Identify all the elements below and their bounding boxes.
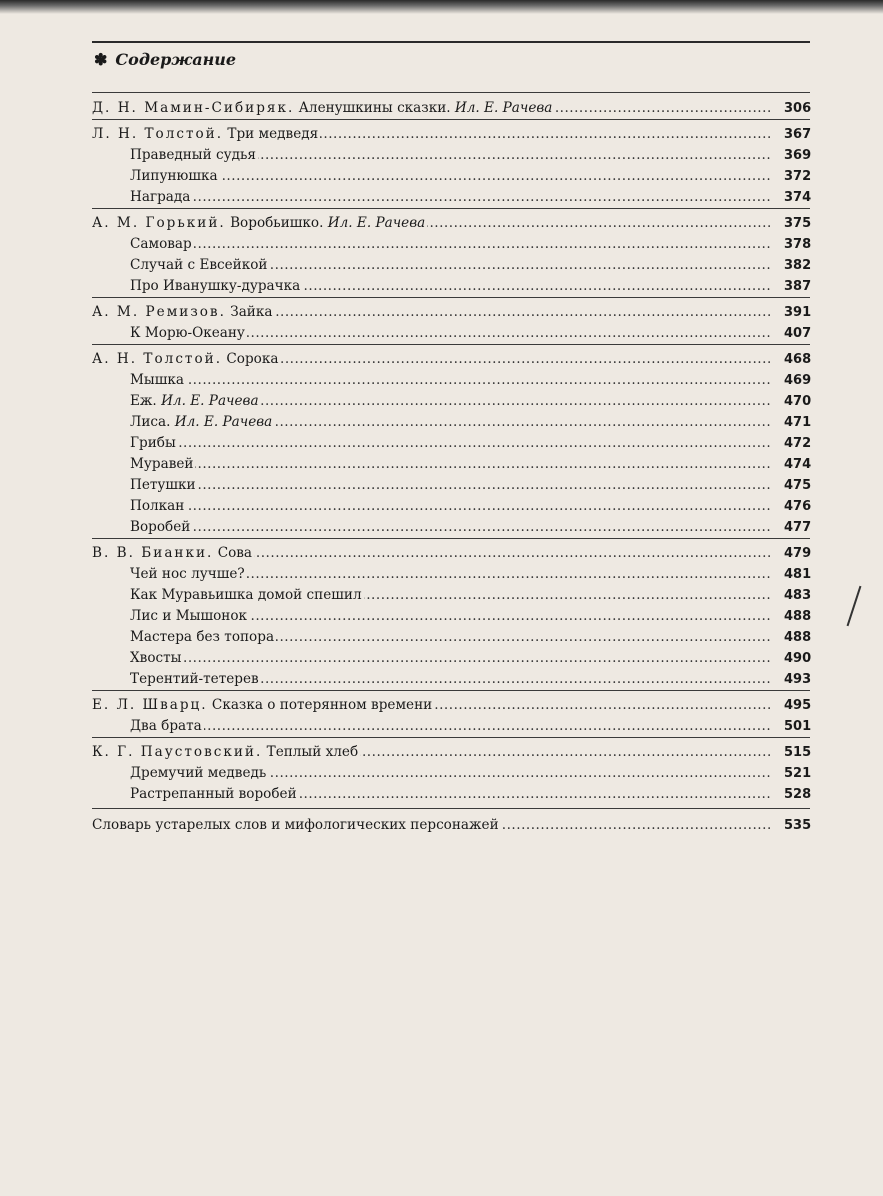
toc-entry-title <box>130 145 258 166</box>
toc-entry-title <box>130 255 269 276</box>
work-title: Награда <box>130 189 191 205</box>
dot-leader <box>130 234 770 255</box>
dot-leader <box>130 517 770 538</box>
dot-leader <box>130 648 770 669</box>
toc-entry-title <box>92 98 554 119</box>
toc-entry-title <box>130 412 274 433</box>
toc-entry-title <box>130 517 192 538</box>
toc-entry-title <box>130 716 204 737</box>
toc-entry[interactable] <box>0 145 883 166</box>
toc-entry[interactable] <box>0 302 883 323</box>
work-title: Лис и Мышонок <box>130 608 248 624</box>
header-rule <box>92 41 810 43</box>
toc-entry[interactable] <box>0 585 883 606</box>
toc-entry-title <box>92 349 280 370</box>
toc-entry-title <box>130 564 247 585</box>
dot-leader <box>130 166 770 187</box>
toc-entry[interactable] <box>0 669 883 690</box>
author-name: А. Н. Толстой. <box>92 351 223 367</box>
toc-entry[interactable] <box>0 543 883 564</box>
page-number: 488 <box>784 609 812 624</box>
page-number: 515 <box>784 745 812 760</box>
page-number: 378 <box>784 237 812 252</box>
work-title: Мышка <box>130 372 184 388</box>
toc-entry-title <box>130 784 299 805</box>
work-title: Воробей <box>130 519 191 535</box>
section-divider <box>92 538 810 539</box>
work-title: Липунюшка <box>130 168 218 184</box>
page-number: 474 <box>784 457 812 472</box>
toc-entry[interactable] <box>0 496 883 517</box>
work-title: Муравей <box>130 456 194 472</box>
dot-leader <box>130 496 770 517</box>
toc-entry[interactable] <box>0 166 883 187</box>
work-title: Дремучий медведь <box>130 765 267 781</box>
work-title: Зайка <box>230 304 273 320</box>
work-title: Полкан <box>130 498 185 514</box>
toc-entry-title <box>130 370 186 391</box>
toc-entry[interactable] <box>0 391 883 412</box>
toc-entry-title <box>130 669 261 690</box>
page-number: 468 <box>784 352 812 367</box>
toc-entry-title <box>92 302 274 323</box>
toc-entry-title <box>130 166 220 187</box>
dot-leader <box>130 187 770 208</box>
toc-entry[interactable] <box>0 276 883 297</box>
toc-entry[interactable] <box>0 475 883 496</box>
page-number: 528 <box>784 787 812 802</box>
toc-entry-title <box>130 187 192 208</box>
toc-entry-title <box>130 454 195 475</box>
section-divider <box>92 119 810 120</box>
page-number: 470 <box>784 394 812 409</box>
page-number: 477 <box>784 520 812 535</box>
author-name: Л. Н. Толстой. <box>92 126 224 142</box>
toc-entry-title <box>130 763 268 784</box>
toc-entry-title <box>130 391 261 412</box>
section-divider <box>92 92 810 93</box>
work-title: Чей нос лучше? <box>130 566 245 582</box>
toc-entry-title <box>130 323 247 344</box>
illustrator-credit: Ил. Е. Рачева <box>454 100 553 116</box>
toc-entry-title <box>130 585 364 606</box>
page-number: 367 <box>784 127 812 142</box>
flower-icon: ✽ <box>94 49 108 69</box>
toc-entry[interactable] <box>0 784 883 805</box>
section-divider <box>92 808 810 809</box>
toc-entry-title <box>130 627 276 648</box>
section-divider <box>92 737 810 738</box>
author-name: Е. Л. Шварц. <box>92 697 208 713</box>
toc-entry[interactable] <box>0 627 883 648</box>
author-name: А. М. Горький. <box>92 215 226 231</box>
page-number: 475 <box>784 478 812 493</box>
author-name: К. Г. Паустовский. <box>92 744 263 760</box>
illustrator-credit: Ил. Е. Рачева <box>327 215 426 231</box>
toc-entry[interactable] <box>0 454 883 475</box>
page-number: 476 <box>784 499 812 514</box>
toc-entry-title <box>130 475 198 496</box>
toc-entry[interactable] <box>0 187 883 208</box>
page-number: 472 <box>784 436 812 451</box>
toc-entry[interactable] <box>0 213 883 234</box>
toc-entry-title <box>92 213 427 234</box>
toc-entry-title <box>130 234 194 255</box>
work-title: Теплый хлеб <box>266 744 359 760</box>
dot-leader <box>130 433 770 454</box>
toc-entry[interactable] <box>0 370 883 391</box>
work-title: Три медведя <box>227 126 319 142</box>
toc-entry[interactable] <box>0 412 883 433</box>
dot-leader <box>130 475 770 496</box>
page-title: Содержание <box>115 49 237 69</box>
page-number: 490 <box>784 651 812 666</box>
author-name: А. М. Ремизов. <box>92 304 226 320</box>
toc-entry-title <box>92 695 434 716</box>
page-number: 374 <box>784 190 812 205</box>
toc-entry-title <box>130 433 178 454</box>
toc-entry-title <box>92 742 360 763</box>
section-divider <box>92 208 810 209</box>
toc-entry[interactable] <box>0 648 883 669</box>
work-title: Еж. <box>130 393 157 409</box>
author-name: В. В. Бианки. <box>92 545 214 561</box>
page-header <box>94 48 236 70</box>
page-number: 521 <box>784 766 812 781</box>
page-number: 372 <box>784 169 812 184</box>
page-number: 481 <box>784 567 812 582</box>
page-number: 488 <box>784 630 812 645</box>
page-number: 479 <box>784 546 812 561</box>
work-title: Сорока <box>226 351 279 367</box>
toc-entry-title <box>92 543 254 564</box>
work-title: Сказка о потерянном времени <box>211 697 433 713</box>
work-title: Самовар <box>130 236 192 252</box>
work-title: Мастера без топора <box>130 629 275 645</box>
page-number: 407 <box>784 326 812 341</box>
toc-entry[interactable] <box>0 517 883 538</box>
dot-leader <box>130 716 770 737</box>
toc-entry[interactable] <box>0 349 883 370</box>
section-divider <box>92 344 810 345</box>
section-divider <box>92 690 810 691</box>
work-title: Воробьишко. <box>230 215 324 231</box>
page-number: 495 <box>784 698 812 713</box>
work-title: Как Муравьишка домой спешил <box>130 587 362 603</box>
page-number: 375 <box>784 216 812 231</box>
work-title: Случай с Евсейкой <box>130 257 268 273</box>
work-title: Растрепанный воробей <box>130 786 297 802</box>
page-number: 483 <box>784 588 812 603</box>
toc-entry-title <box>130 276 302 297</box>
dot-leader <box>130 370 770 391</box>
work-title: Петушки <box>130 477 196 493</box>
page-number: 469 <box>784 373 812 388</box>
toc-entry-title <box>130 496 186 517</box>
work-title: Два брата <box>130 718 202 734</box>
toc-entry[interactable] <box>0 742 883 763</box>
toc-entry-title <box>92 124 320 145</box>
work-title: Про Иванушку-дурачка <box>130 278 301 294</box>
toc-entry[interactable] <box>0 124 883 145</box>
work-title: Словарь устарелых слов и мифологических персонажей <box>92 817 499 833</box>
toc-entry[interactable] <box>0 763 883 784</box>
toc-entry[interactable] <box>0 255 883 276</box>
work-title: Праведный судья <box>130 147 256 163</box>
illustrator-credit: Ил. Е. Рачева <box>174 414 273 430</box>
toc-entry[interactable] <box>0 234 883 255</box>
work-title: Аленушкины сказки. <box>298 100 451 116</box>
page-number: 493 <box>784 672 812 687</box>
toc-entry-title <box>130 606 249 627</box>
page-number: 382 <box>784 258 812 273</box>
page-number: 306 <box>784 101 812 116</box>
dot-leader <box>130 454 770 475</box>
section-divider <box>92 297 810 298</box>
toc-entry[interactable] <box>0 323 883 344</box>
work-title: Хвосты <box>130 650 182 666</box>
toc-entry[interactable] <box>0 433 883 454</box>
work-title: Лиса. <box>130 414 171 430</box>
work-title: Терентий-тетерев <box>130 671 259 687</box>
work-title: Сова <box>217 545 253 561</box>
page-number: 471 <box>784 415 812 430</box>
toc-entry[interactable] <box>0 564 883 585</box>
page-number: 501 <box>784 719 812 734</box>
toc-entry[interactable] <box>0 716 883 737</box>
work-title: Грибы <box>130 435 176 451</box>
toc-entry-title <box>92 815 501 836</box>
toc-entry[interactable] <box>0 815 883 836</box>
illustrator-credit: Ил. Е. Рачева <box>161 393 259 409</box>
author-name: Д. Н. Мамин-Сибиряк. <box>92 100 295 116</box>
work-title: К Морю-Океану <box>130 325 245 341</box>
page-scan-edge <box>0 0 883 14</box>
toc-entry-title <box>130 648 183 669</box>
page-number: 535 <box>784 818 812 833</box>
toc-entry[interactable] <box>0 606 883 627</box>
page-number: 391 <box>784 305 812 320</box>
page-number: 387 <box>784 279 812 294</box>
toc-entry[interactable] <box>0 695 883 716</box>
page-number: 369 <box>784 148 812 163</box>
toc-entry[interactable] <box>0 98 883 119</box>
